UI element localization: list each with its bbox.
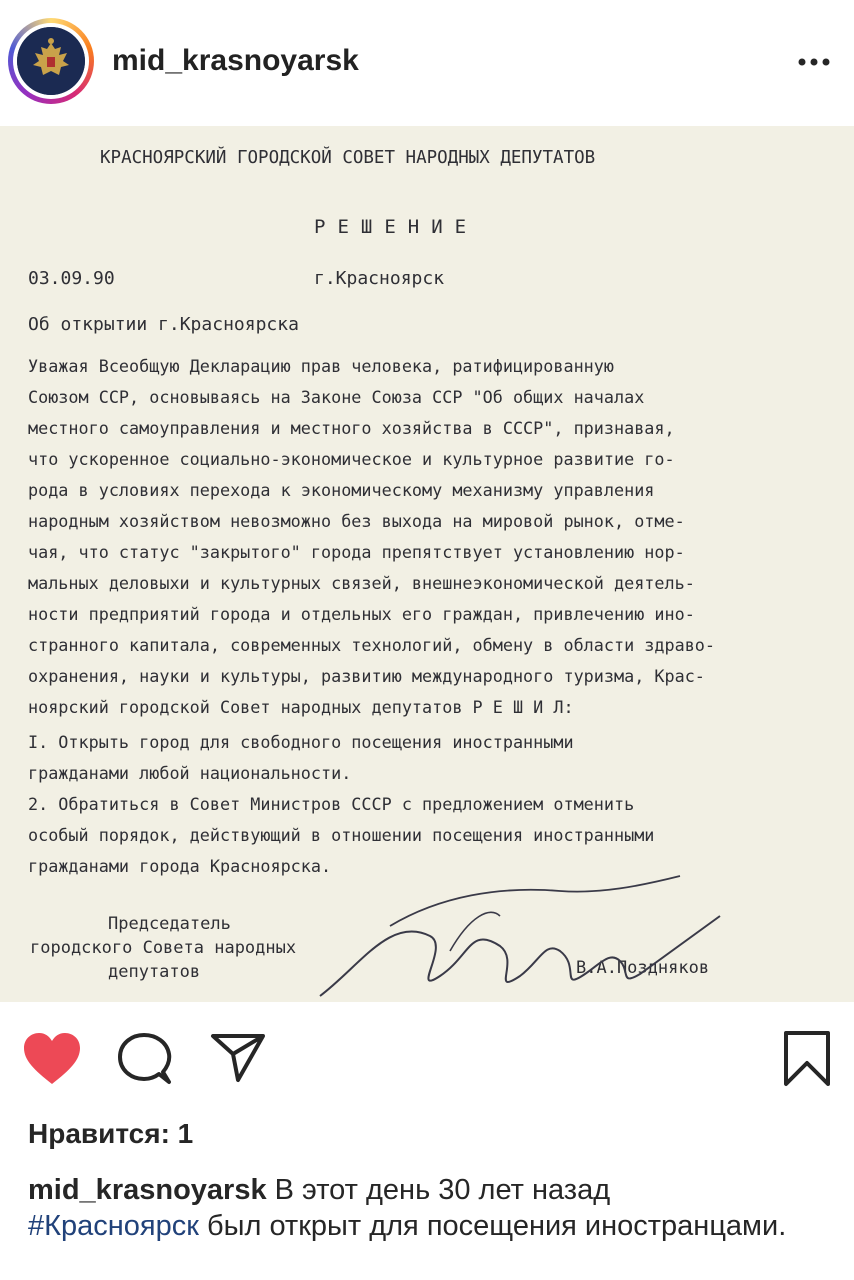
more-icon[interactable] bbox=[796, 52, 836, 72]
avatar[interactable] bbox=[8, 18, 94, 104]
document-line: гражданами города Красноярска. bbox=[28, 856, 332, 876]
document-line: ности предприятий города и отдельных его граждан, привлечению ино- bbox=[28, 604, 695, 624]
post-caption bbox=[28, 1172, 828, 1244]
document-line: чая, что статус "закрытого" города препятствует установлению нор- bbox=[28, 542, 685, 562]
post-header bbox=[0, 0, 854, 127]
document-scan bbox=[0, 126, 854, 1002]
post-username[interactable]: mid_krasnoyarsk bbox=[112, 44, 359, 77]
document-line: народным хозяйством невозможно без выхода на мировой рынок, отме- bbox=[28, 511, 685, 531]
document-line: Уважая Всеобщую Декларацию прав человека, ратифицированную bbox=[28, 356, 614, 376]
document-line: рода в условиях перехода к экономическому механизму управления bbox=[28, 480, 655, 500]
document-line: особый порядок, действующий в отношении посещения иностранными bbox=[28, 825, 655, 845]
document-line: что ускоренное социально-экономическое и культурное развитие го- bbox=[28, 449, 675, 469]
post-photo[interactable] bbox=[0, 126, 854, 1002]
coat-of-arms-icon bbox=[17, 27, 85, 95]
document-line: 2. Обратиться в Совет Министров СССР с предложением отменить bbox=[28, 794, 635, 814]
caption-text-2: был открыт для посещения иностранцами. bbox=[198, 1210, 787, 1242]
action-bar bbox=[0, 1002, 854, 1110]
document-subject: Об открытии г.Красноярска bbox=[28, 314, 299, 335]
handwritten-signature bbox=[300, 856, 740, 1002]
caption-text: В этот день 30 лет назад bbox=[266, 1174, 611, 1206]
document-title: РЕШЕНИЕ bbox=[314, 216, 479, 238]
document-line: местного самоуправления и местного хозяйства в СССР", признавая, bbox=[28, 418, 675, 438]
likes-count[interactable]: Нравится: 1 bbox=[28, 1118, 194, 1149]
caption-username[interactable]: mid_krasnoyarsk bbox=[28, 1174, 267, 1206]
signature-title-2: городского Совета народных bbox=[30, 938, 297, 958]
hashtag-link[interactable]: #Красноярск bbox=[28, 1210, 199, 1242]
document-line: Союзом ССР, основываясь на Законе Союза ССР "Об общих началах bbox=[28, 387, 645, 407]
heart-icon[interactable] bbox=[22, 1032, 82, 1086]
document-council: КРАСНОЯРСКИЙ ГОРОДСКОЙ СОВЕТ НАРОДНЫХ ДЕПУТАТОВ bbox=[100, 148, 596, 168]
document-line: гражданами любой национальности. bbox=[28, 763, 352, 783]
signature-title-3: депутатов bbox=[108, 962, 201, 982]
document-line: I. Открыть город для свободного посещения иностранными bbox=[28, 732, 574, 752]
document-line: мальных деловыхи и культурных связей, внешнеэкономической деятель- bbox=[28, 573, 695, 593]
document-line: ноярский городской Совет народных депутатов Р Е Ш И Л: bbox=[28, 697, 574, 717]
signature-name: В.А.Поздняков bbox=[576, 958, 710, 978]
signature-title-1: Председатель bbox=[108, 914, 231, 934]
comment-icon[interactable] bbox=[116, 1032, 172, 1088]
share-icon[interactable] bbox=[210, 1032, 266, 1084]
document-date: 03.09.90 bbox=[28, 268, 115, 289]
document-line: странного капитала, современных технологий, обмену в области здраво- bbox=[28, 635, 716, 655]
document-line: охранения, науки и культуры, развитию международного туризма, Крас- bbox=[28, 666, 705, 686]
bookmark-icon[interactable] bbox=[782, 1030, 832, 1088]
document-city: г.Красноярск bbox=[314, 268, 445, 289]
